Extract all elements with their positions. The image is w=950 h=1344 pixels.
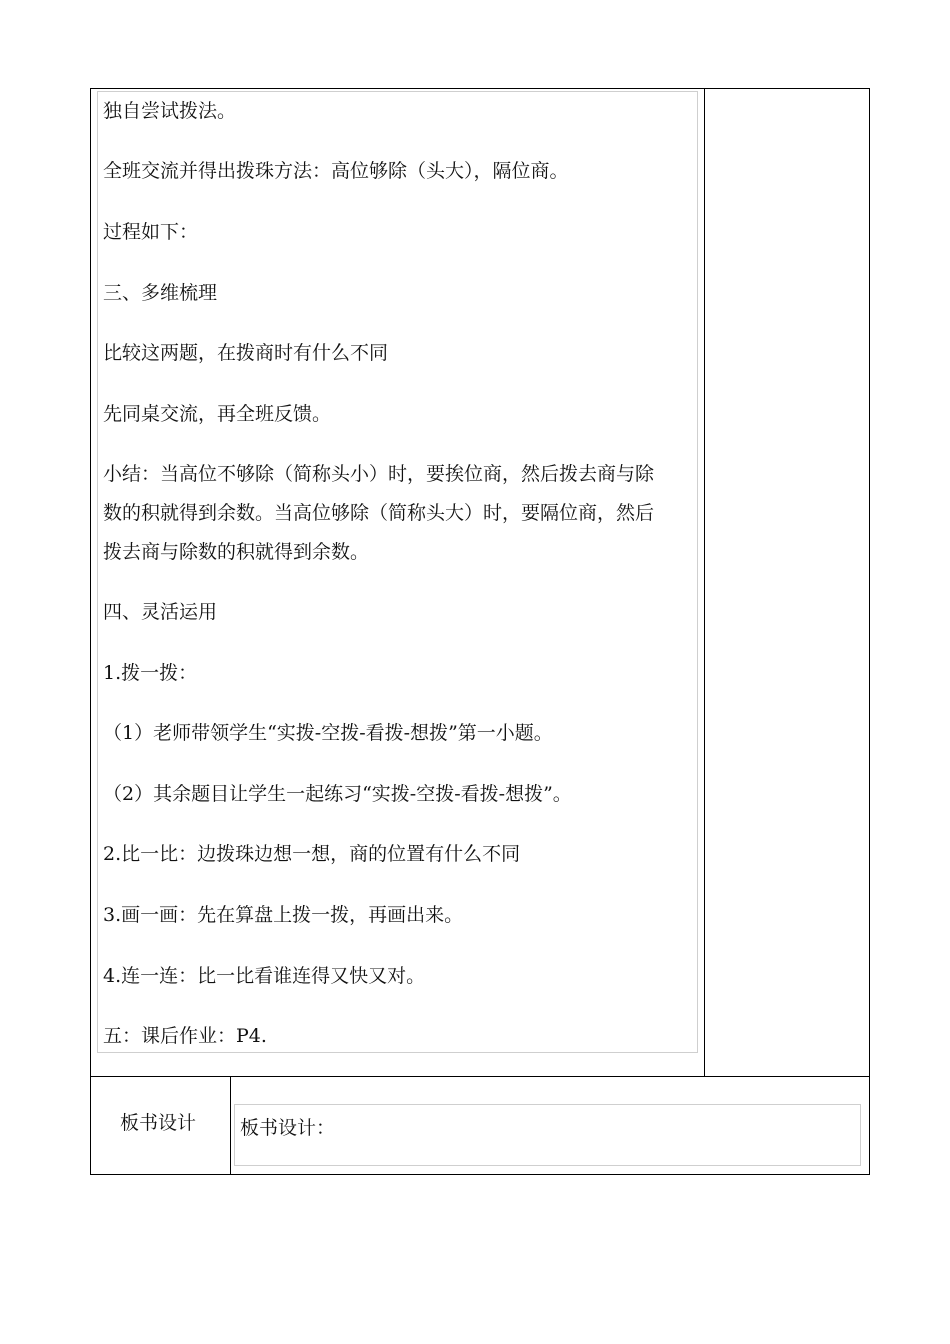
column-divider <box>704 89 705 1076</box>
board-design-text: 板书设计： <box>240 1117 336 1139</box>
content-line: 小结：当高位不够除（简称头小）时，要挨位商，然后拨去商与除 <box>103 463 655 485</box>
content-line: 2.比一比：边拨珠边想一想，商的位置有什么不同 <box>103 843 521 865</box>
content-line: 3.画一画：先在算盘上拨一拨，再画出来。 <box>103 904 464 926</box>
content-line: 比较这两题，在拨商时有什么不同 <box>103 342 389 364</box>
section-heading: 四、灵活运用 <box>103 601 218 623</box>
content-line: 数的积就得到余数。当高位够除（简称头大）时，要隔位商，然后 <box>103 502 655 524</box>
content-line: 独自尝试拨法。 <box>103 100 237 122</box>
content-line: 全班交流并得出拨珠方法：高位够除（头大），隔位商。 <box>103 160 569 182</box>
board-column-divider <box>230 1076 231 1175</box>
board-design-label: 板书设计 <box>120 1112 197 1134</box>
content-line: 五：课后作业：P4. <box>103 1025 267 1047</box>
content-line: （2）其余题目让学生一起练习“实拨-空拨-看拨-想拨”。 <box>103 783 572 805</box>
lesson-table <box>90 88 870 1175</box>
section-heading: 三、多维梳理 <box>103 282 218 304</box>
content-line: 1.拨一拨： <box>103 662 198 684</box>
content-line: 先同桌交流，再全班反馈。 <box>103 403 332 425</box>
content-line: 拨去商与除数的积就得到余数。 <box>103 541 370 563</box>
content-line: 过程如下： <box>103 221 199 243</box>
content-line: 4.连一连：比一比看谁连得又快又对。 <box>103 965 426 987</box>
content-line: （1）老师带领学生“实拨-空拨-看拨-想拨”第一小题。 <box>103 722 553 744</box>
row-divider <box>91 1076 869 1077</box>
